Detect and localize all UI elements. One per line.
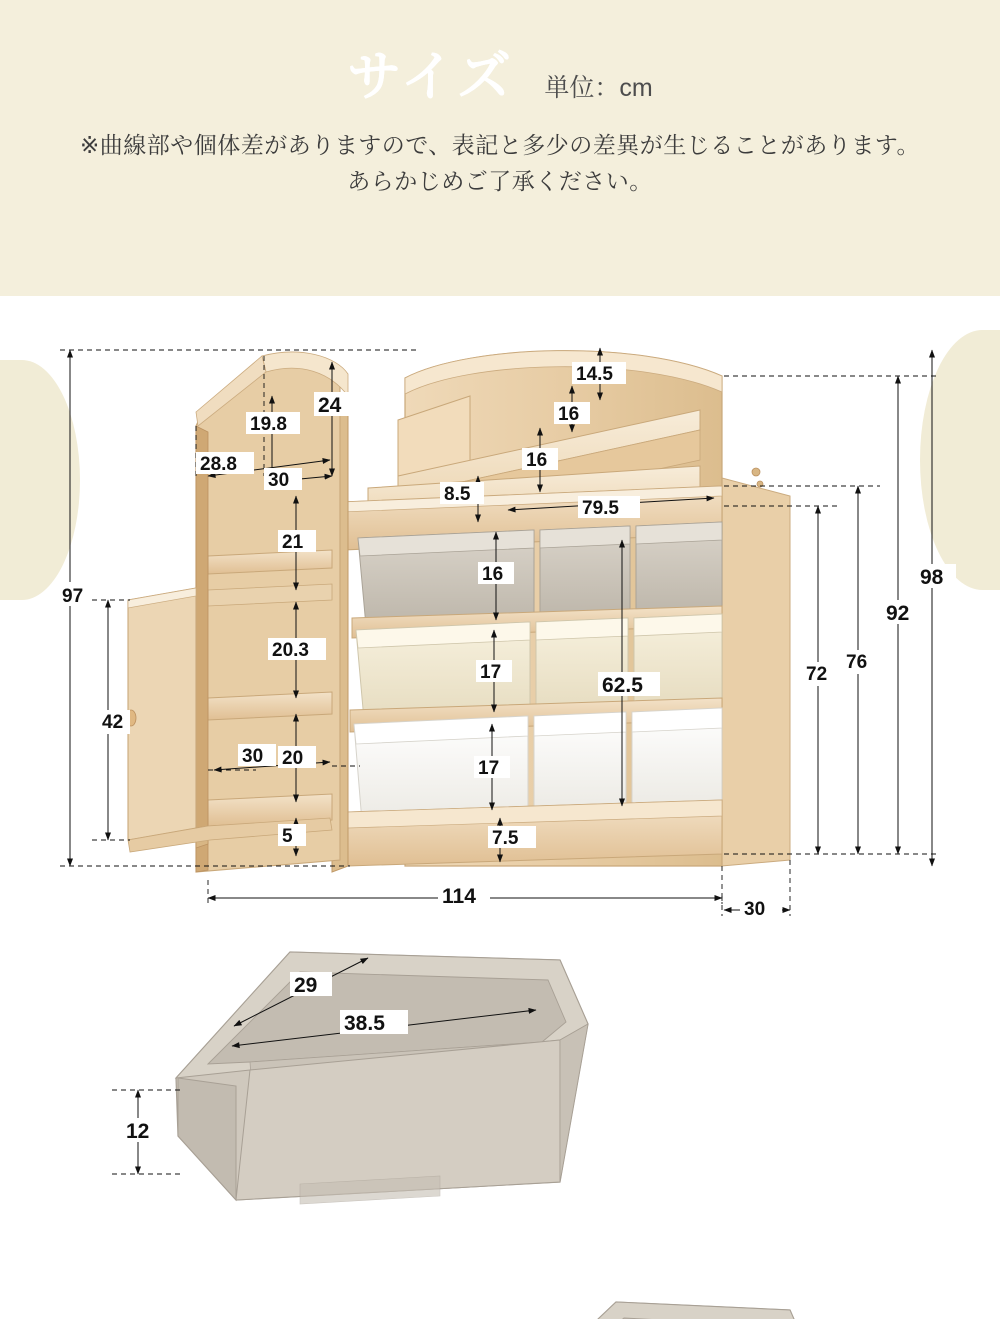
- header: [0, 0, 1000, 300]
- label-bin-29: 29: [294, 974, 318, 997]
- label-30-depth: 30: [744, 899, 766, 920]
- label-19-8: 19.8: [250, 414, 287, 435]
- label-79-5: 79.5: [582, 498, 619, 519]
- label-76: 76: [846, 652, 868, 673]
- label-42: 42: [102, 712, 124, 733]
- unit-label: 単位：cm: [544, 73, 653, 102]
- label-bin-17-a: 17: [480, 662, 502, 683]
- disclaimer-line-2: あらかじめご了承ください。: [347, 167, 653, 194]
- label-97: 97: [62, 586, 84, 607]
- diagram-svg: [0, 300, 1000, 1319]
- small-bin: [536, 1302, 810, 1319]
- label-14-5: 14.5: [576, 364, 613, 385]
- dimension-diagram: [0, 300, 1000, 1319]
- label-bin-16: 16: [482, 564, 504, 585]
- label-5: 5: [282, 826, 293, 847]
- disclaimer-line-1: ※曲線部や個体差がありますので、表記と多少の差異が生じることがあります。: [80, 132, 920, 158]
- label-30-inner: 30: [242, 746, 264, 767]
- label-16-b: 16: [526, 450, 548, 471]
- large-bin: [176, 952, 588, 1204]
- title-row: [0, 34, 1000, 111]
- shelf-illustration: [126, 351, 790, 872]
- label-20: 20: [282, 748, 304, 769]
- label-21: 21: [282, 532, 304, 553]
- label-20-3: 20.3: [272, 640, 309, 661]
- label-7-5: 7.5: [492, 828, 519, 849]
- label-72: 72: [806, 664, 828, 685]
- label-62-5: 62.5: [602, 674, 643, 697]
- label-24: 24: [318, 394, 342, 417]
- label-bin-12: 12: [126, 1120, 150, 1143]
- disclaimer-note: [0, 128, 1000, 199]
- label-28-8: 28.8: [200, 454, 237, 475]
- label-114: 114: [442, 885, 476, 908]
- label-bin-38-5: 38.5: [344, 1012, 385, 1035]
- page-title: サイズ: [347, 47, 514, 107]
- label-16-a: 16: [558, 404, 580, 425]
- label-98: 98: [920, 566, 944, 589]
- label-30-top: 30: [268, 470, 290, 491]
- cabinet-door: [126, 588, 196, 840]
- label-92: 92: [886, 602, 910, 625]
- label-bin-17-b: 17: [478, 758, 500, 779]
- label-8-5: 8.5: [444, 484, 471, 505]
